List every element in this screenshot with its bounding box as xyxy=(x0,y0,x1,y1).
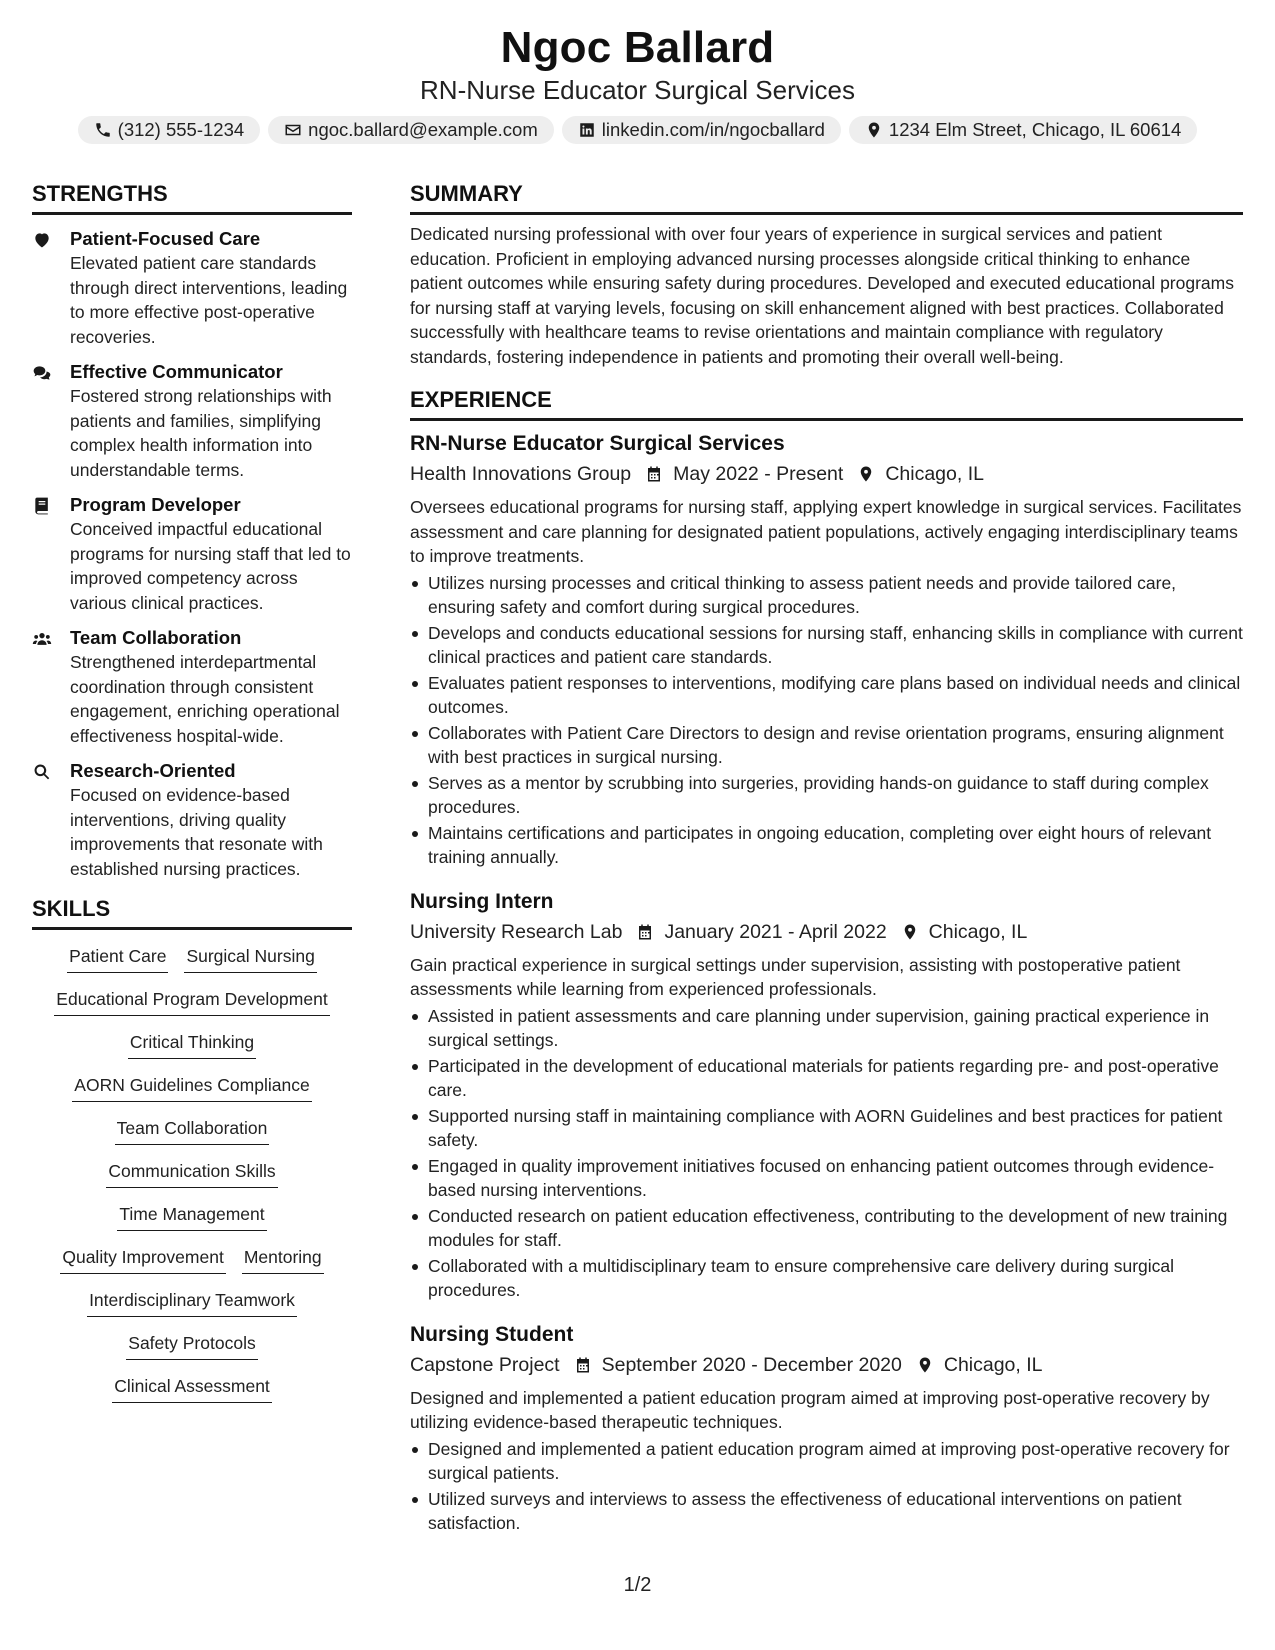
job-bullets xyxy=(410,571,1243,870)
comments-icon xyxy=(32,363,52,383)
strength-desc: Fostered strong relationships with patients and families, simplifying complex health information into understandable terms. xyxy=(70,386,332,480)
job-org: Health Innovations Group xyxy=(410,463,632,485)
strength-desc: Focused on evidence-based interventions, driving quality improvements that resonate with established nursing practices. xyxy=(70,785,323,879)
job-description: Oversees educational programs for nursing staff, applying expert knowledge in surgical services. Facilitates assessment and care planning for designated patient populations, actively engaging interdisciplinary teams to improve treatments. xyxy=(410,497,1242,566)
resume-header xyxy=(0,22,1275,144)
bullet-item: Assisted in patient assessments and care planning under supervision, gaining practical experience in surgical settings. xyxy=(410,1004,1243,1053)
bullet-item: Supported nursing staff in maintaining compliance with AORN Guidelines and best practices for patient safety. xyxy=(410,1104,1243,1153)
contact-email[interactable] xyxy=(268,116,554,144)
job-meta xyxy=(410,918,1243,946)
job-bullets xyxy=(410,1004,1243,1303)
candidate-name: Ngoc Ballard xyxy=(500,23,775,72)
job-entry xyxy=(410,430,1243,870)
bullet-item: Collaborated with a multidisciplinary team to ensure comprehensive care delivery during surgical procedures. xyxy=(410,1254,1243,1303)
strengths-list xyxy=(32,227,352,881)
job-location: Chicago, IL xyxy=(928,920,1028,943)
bullet-item: Evaluates patient responses to interventions, modifying care plans based on individual needs and clinical outcomes. xyxy=(410,671,1243,720)
bullet-item: Develops and conducts educational sessions for nursing staff, enhancing skills in compliance with current clinical practices and patient care standards. xyxy=(410,621,1243,670)
strength-item xyxy=(32,493,352,615)
skill-tag: Safety Protocols xyxy=(126,1331,257,1360)
skill-tag: Time Management xyxy=(117,1202,266,1231)
calendar-icon xyxy=(636,923,654,941)
book-icon xyxy=(32,496,52,516)
bullet-item: Designed and implemented a patient education program aimed at improving post-operative recovery for surgical patients. xyxy=(410,1437,1243,1486)
job-entry xyxy=(410,1321,1243,1536)
job-org: University Research Lab xyxy=(410,920,623,943)
bullet-item: Utilizes nursing processes and critical thinking to assess patient needs and provide tailored care, ensuring safety and comfort during surgical procedures. xyxy=(410,571,1243,620)
envelope-icon xyxy=(284,121,302,139)
linkedin-text: linkedin.com/in/ngocballard xyxy=(601,119,825,140)
job-title: Nursing Student xyxy=(410,1322,574,1346)
strength-title: Team Collaboration xyxy=(70,627,242,648)
job-description: Designed and implemented a patient education program aimed at improving post-operative recovery by utilizing evidence-based therapeutic techniques. xyxy=(410,1387,1210,1432)
skill-tag: Educational Program Development xyxy=(54,987,329,1016)
strength-title: Patient-Focused Care xyxy=(70,228,261,249)
candidate-title: RN-Nurse Educator Surgical Services xyxy=(420,75,855,105)
phone-icon xyxy=(94,121,112,139)
left-column xyxy=(32,180,352,1403)
search-icon xyxy=(32,762,52,782)
experience-heading: EXPERIENCE xyxy=(410,386,1243,421)
users-icon xyxy=(32,629,52,649)
calendar-icon xyxy=(574,1356,592,1374)
address-text: 1234 Elm Street, Chicago, IL 60614 xyxy=(888,119,1182,140)
bullet-item: Serves as a mentor by scrubbing into surgeries, providing hands-on guidance to staff during complex procedures. xyxy=(410,771,1243,820)
contact-phone[interactable] xyxy=(78,116,261,144)
strengths-heading: STRENGTHS xyxy=(32,180,352,215)
calendar-icon xyxy=(645,465,663,483)
strength-desc: Conceived impactful educational programs for nursing staff that led to improved competency across various clinical practices. xyxy=(70,519,351,613)
bullet-item: Engaged in quality improvement initiatives focused on enhancing patient outcomes through evidence-based nursing interventions. xyxy=(410,1154,1243,1203)
bullet-item: Collaborates with Patient Care Directors to design and revise orientation programs, ensuring alignment with best practices in surgical nursing. xyxy=(410,721,1243,770)
job-entry xyxy=(410,888,1243,1303)
job-meta xyxy=(410,460,1243,488)
contact-linkedin[interactable] xyxy=(562,116,841,144)
job-dates: January 2021 - April 2022 xyxy=(664,920,887,943)
skill-tag: AORN Guidelines Compliance xyxy=(72,1073,311,1102)
job-meta xyxy=(410,1351,1243,1379)
map-pin-icon xyxy=(857,465,875,483)
email-text: ngoc.ballard@example.com xyxy=(308,119,538,140)
heart-icon xyxy=(32,230,52,250)
summary-heading: SUMMARY xyxy=(410,180,1243,215)
job-location: Chicago, IL xyxy=(885,463,984,485)
strength-item xyxy=(32,626,352,748)
bullet-item: Conducted research on patient education effectiveness, contributing to the development of new training modules for staff. xyxy=(410,1204,1243,1253)
skill-tag: Patient Care xyxy=(67,944,168,973)
job-location: Chicago, IL xyxy=(943,1353,1043,1376)
summary-text: Dedicated nursing professional with over four years of experience in surgical services and patient education. Proficient in employing advanced nursing processes alongside critical thinking to enhance patient outcomes while ensuring safety during procedures. Developed and executed educational programs for nursing staff at varying levels, focusing on skill enhancement aligned with best practices. Collaborated successfully with healthcare teams to revise orientations and maintain compliance with regulatory standards, fostering independence in patients and promoting their overall well-being. xyxy=(410,224,1234,367)
skill-tag: Mentoring xyxy=(242,1245,324,1274)
right-column xyxy=(410,180,1243,1536)
skill-tag: Surgical Nursing xyxy=(184,944,316,973)
strength-item xyxy=(32,227,352,349)
job-org: Capstone Project xyxy=(410,1353,560,1376)
skill-tag: Quality Improvement xyxy=(60,1245,225,1274)
strength-desc: Elevated patient care standards through direct interventions, leading to more effective post-operative recoveries. xyxy=(70,253,348,347)
bullet-item: Participated in the development of educational materials for patients regarding pre- and post-operative care. xyxy=(410,1054,1243,1103)
map-pin-icon xyxy=(865,121,883,139)
contact-address[interactable] xyxy=(849,116,1197,144)
strength-item xyxy=(32,759,352,881)
strength-title: Research-Oriented xyxy=(70,760,236,781)
skills-heading: SKILLS xyxy=(32,895,352,930)
contact-bar xyxy=(0,116,1275,144)
strength-title: Program Developer xyxy=(70,494,241,515)
linkedin-icon xyxy=(578,121,596,139)
map-pin-icon xyxy=(901,923,919,941)
bullet-item: Utilized surveys and interviews to assess the effectiveness of educational interventions on patient satisfaction. xyxy=(410,1487,1243,1536)
skill-tag: Critical Thinking xyxy=(128,1030,256,1059)
page-number: 1/2 xyxy=(623,1574,652,1596)
skill-tag: Communication Skills xyxy=(106,1159,277,1188)
strength-item xyxy=(32,360,352,482)
skill-tag: Interdisciplinary Teamwork xyxy=(87,1288,297,1317)
phone-text: (312) 555-1234 xyxy=(117,119,245,140)
job-dates: September 2020 - December 2020 xyxy=(601,1353,902,1376)
strength-title: Effective Communicator xyxy=(70,361,283,382)
job-dates: May 2022 - Present xyxy=(673,463,844,485)
skill-tag: Clinical Assessment xyxy=(112,1374,272,1403)
job-title: RN-Nurse Educator Surgical Services xyxy=(410,432,785,455)
map-pin-icon xyxy=(916,1356,934,1374)
skill-tag: Team Collaboration xyxy=(115,1116,270,1145)
job-description: Gain practical experience in surgical settings under supervision, assisting with postoperative patient assessments while learning from experienced professionals. xyxy=(410,954,1181,999)
skills-list xyxy=(32,944,352,1403)
bullet-item: Maintains certifications and participates in ongoing education, completing over eight hours of relevant training annually. xyxy=(410,821,1243,870)
strength-desc: Strengthened interdepartmental coordination through consistent engagement, enriching operational effectiveness hospital-wide. xyxy=(70,652,340,746)
job-title: Nursing Intern xyxy=(410,889,554,913)
job-bullets xyxy=(410,1437,1243,1536)
